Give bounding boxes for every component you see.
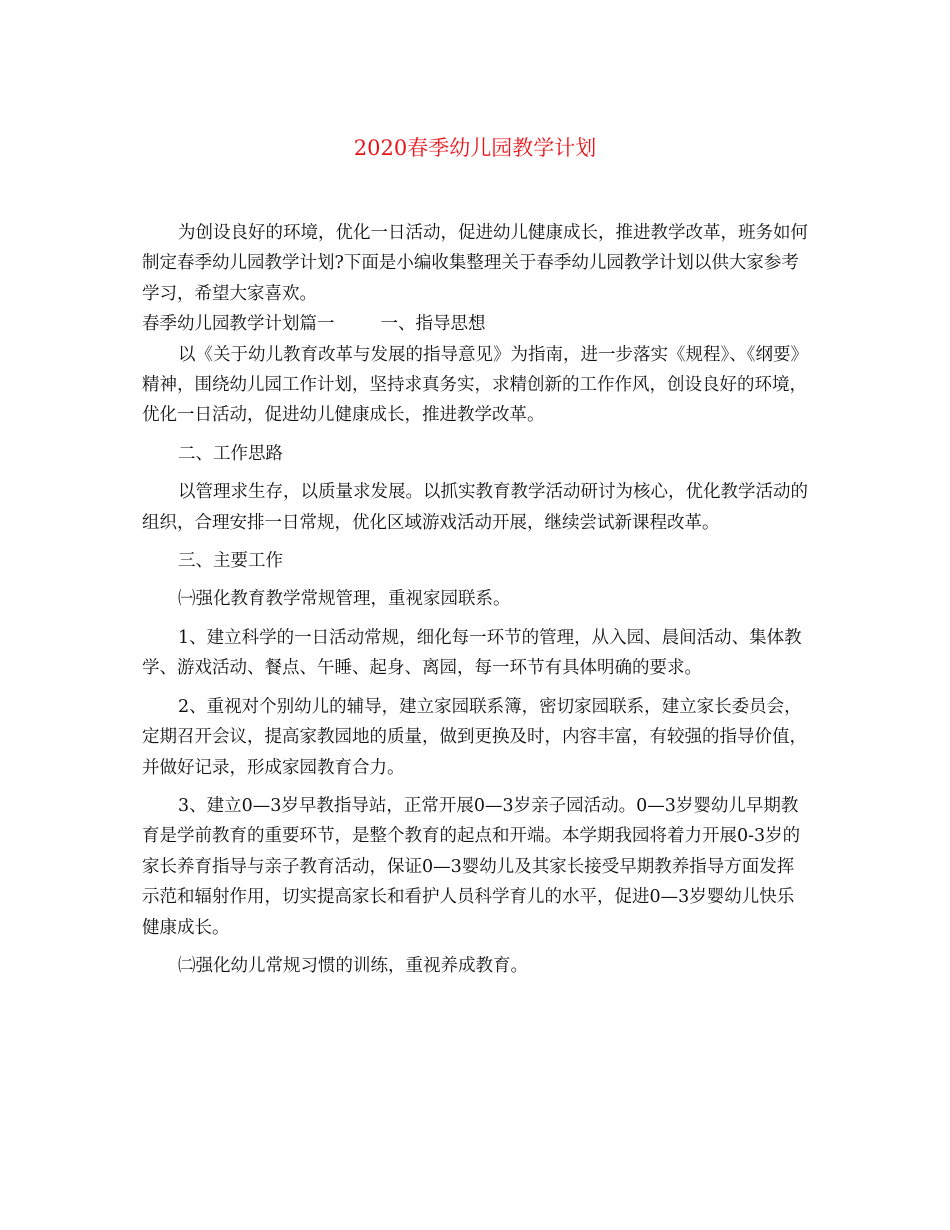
section-title-line	[142, 309, 810, 339]
heading-work-approach: 二、工作思路	[178, 443, 283, 464]
intro-paragraph: 为创设良好的环境，优化一日活动，促进幼儿健康成长，推进教学改革，班务如何制定春季幼儿园教学计划?下面是小编收集整理关于春季幼儿园教学计划以供大家参考学习，希望大家喜欢。	[142, 223, 808, 304]
list-item-3: 3、建立0—3岁早教指导站，正常开展0—3岁亲子园活动。0—3岁婴幼儿早期教育是学前教育的重要环节，是整个教育的起点和开端。本学期我园将着力开展0-3岁的家长养育指导与亲子教育活动，保证0—3婴幼儿及其家长接受早期教养指导方面发挥示范和辐射作用，切实提高家长和看护人员科学育儿的水平，促进0—3岁婴幼儿快乐健康成长。	[142, 795, 801, 938]
list-item-2: 2、重视对个别幼儿的辅导，建立家园联系簿，密切家园联系，建立家长委员会，定期召开会议，提高家教园地的质量，做到更换及时，内容丰富，有较强的指导价值，并做好记录，形成家园教育合力。	[142, 696, 807, 778]
subheading-habit-training: ㈡强化幼儿常规习惯的训练，重视养成教育。	[178, 955, 528, 976]
heading-main-work: 三、主要工作	[178, 551, 283, 572]
paragraph-work-approach: 以管理求生存，以质量求发展。以抓实教育教学活动研讨为核心，优化教学活动的组织，合理安排一日常规，优化区域游戏活动开展，继续尝试新课程改革。	[142, 482, 808, 533]
paragraph-guiding-ideology: 以《关于幼儿教育改革与发展的指导意见》为指南，进一步落实《规程》、《纲要》精神，围绕幼儿园工作计划，坚持求真务实，求精创新的工作作风，创设良好的环境，优化一日活动，促进幼儿健康成长，推进教学改革。	[142, 344, 808, 426]
heading-guiding-ideology: 一、指导思想	[380, 314, 486, 335]
document-title: 2020春季幼儿园教学计划	[353, 136, 597, 160]
list-item-1: 1、建立科学的一日活动常规，细化每一环节的管理，从入园、晨间活动、集体教学、游戏活动、餐点、午睡、起身、离园，每一环节有具体明确的要求。	[142, 627, 802, 679]
subheading-routine-management: ㈠强化教育教学常规管理，重视家园联系。	[178, 589, 511, 610]
document-body	[142, 218, 810, 981]
section-title: 春季幼儿园教学计划篇一	[142, 314, 335, 335]
